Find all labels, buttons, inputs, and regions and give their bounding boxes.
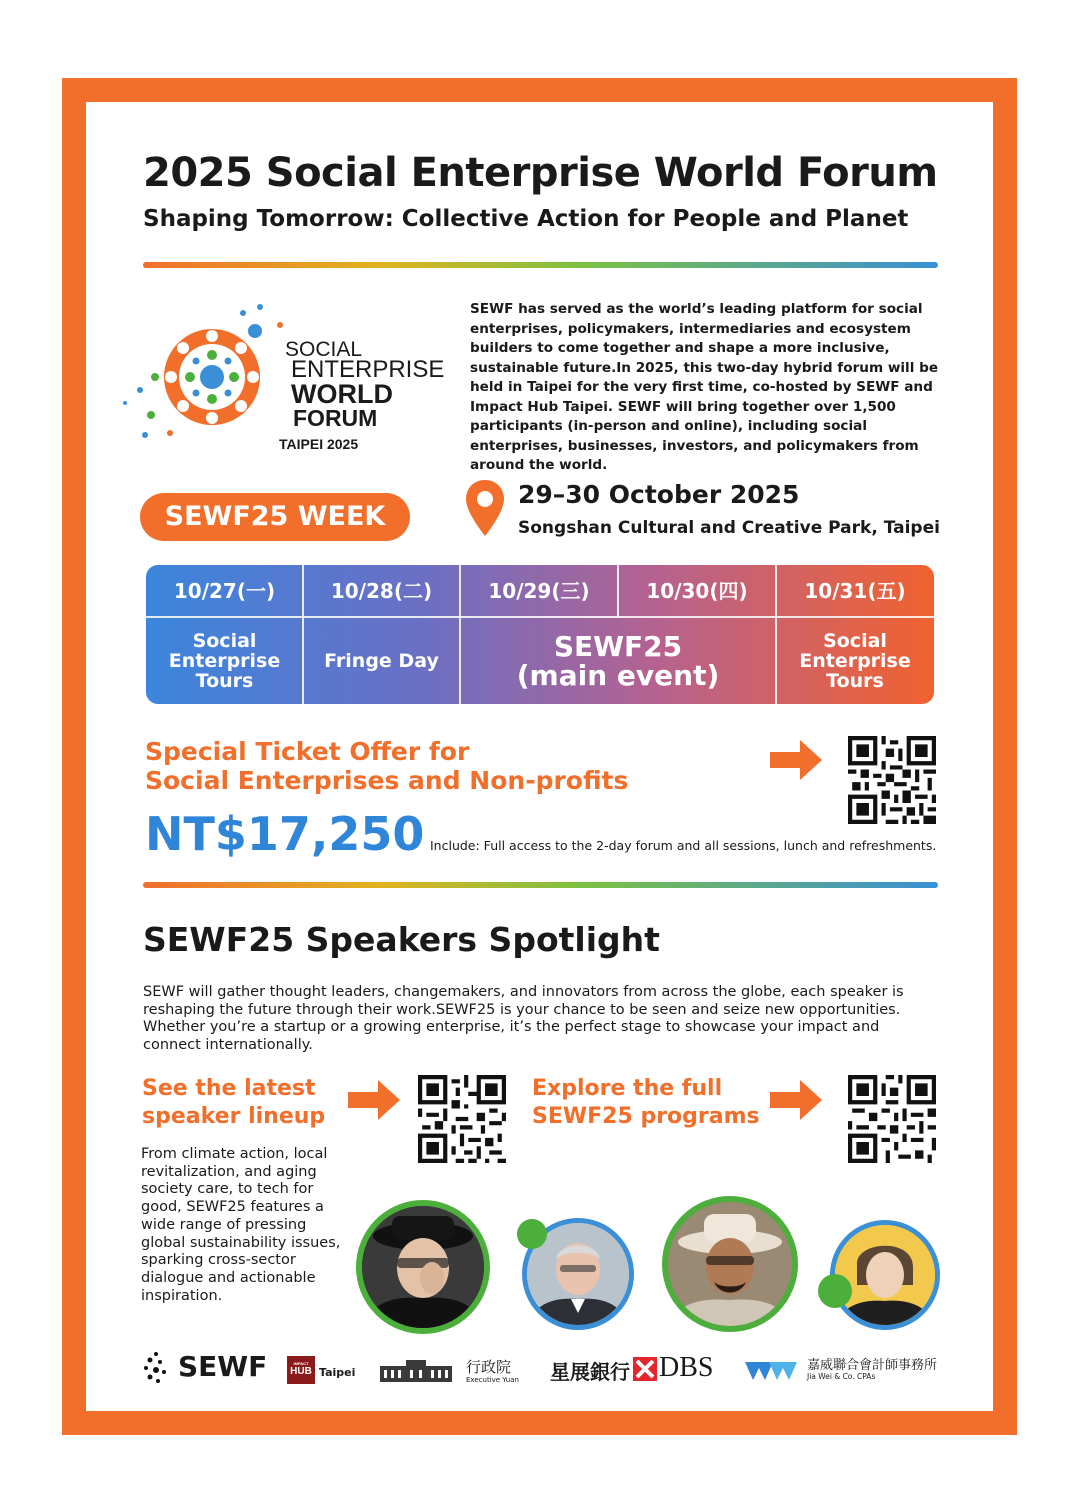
impact-hub-badge [287, 1356, 315, 1384]
side-description: From climate action, local revitalization, and aging society care, to tech for good, SEWF25 features a wide range of pressing global sustainability issues, sparking cross-sector dialogue and actionable inspiration. [141, 1146, 341, 1304]
page-title: 2025 Social Enterprise World Forum [143, 150, 938, 196]
schedule-event-main: SEWF25 (main event) [516, 629, 720, 692]
ticket-price: NT$17,250 [145, 807, 425, 861]
sponsor-sewf-text: SEWF [178, 1350, 268, 1383]
speaker-photo [662, 1196, 798, 1332]
cta-line: See the latest [142, 1076, 316, 1101]
location-pin-icon [464, 478, 506, 538]
arrow-right-icon [770, 740, 822, 780]
impact-hub-badge-top: IMPACT [293, 1361, 309, 1366]
jia-wei-en: Jia Wei & Co. CPAs [807, 1372, 876, 1381]
arrow-right-icon [770, 1080, 822, 1120]
building-icon [380, 1360, 452, 1382]
cta-line: speaker lineup [142, 1104, 326, 1129]
sewf25-week-badge: SEWF25 WEEK [140, 493, 410, 541]
impact-hub-city: Taipei [319, 1366, 356, 1379]
speaker-avatar [668, 1202, 792, 1326]
jia-wei-logo-icon [745, 1356, 801, 1382]
event-venue: Songshan Cultural and Creative Park, Taipei [518, 518, 940, 538]
speakers-title: SEWF25 Speakers Spotlight [143, 920, 660, 959]
logo-line-world: WORLD [291, 379, 393, 409]
logo-line-social: SOCIAL [285, 338, 363, 361]
decor-dot [818, 1274, 852, 1308]
schedule-event: Social Enterprise Tours [168, 629, 281, 692]
programs-cta[interactable] [532, 1075, 760, 1131]
speakers-description: SEWF will gather thought leaders, changemakers, and innovators from across the globe, each speaker is reshaping the future through their work.SEWF25 is your chance to be seen and seize new opportunities. Whether you’re a startup or a growing enterprise, it’s the perfect stage to showcase your impact and connect internationally. [143, 984, 904, 1053]
decor-dot [517, 1219, 547, 1249]
speaker-lineup-cta[interactable] [142, 1075, 325, 1131]
page-subtitle: Shaping Tomorrow: Collective Action for People and Planet [143, 206, 909, 232]
speaker-photo [830, 1220, 940, 1330]
speaker-avatar [362, 1206, 484, 1328]
dbs-cn: 星展銀行 [550, 1360, 630, 1384]
cta-line: SEWF25 programs [532, 1104, 760, 1129]
qr-code-icon[interactable] [848, 736, 936, 824]
ticket-include-note: Include: Full access to the 2-day forum and all sessions, lunch and refreshments. [430, 838, 937, 853]
sewf-wheel-icon [115, 295, 290, 460]
intro-paragraph: SEWF has served as the world’s leading platform for social enterprises, policymakers, intermediaries and ecosystem builders to come together and shape a more inclusive, sustainable future.In 2025, this two-day hybrid forum will be held in Taipei for the very first time, co-hosted by SEWF and Impact Hub Taipei. SEWF will bring together over 1,500 participants (in-person and online), including social enterprises, businesses, investors, and policymakers from around the world. [470, 301, 939, 473]
speaker-avatar [835, 1225, 935, 1325]
logo-line-enterprise: ENTERPRISE [291, 356, 445, 383]
qr-code-icon[interactable] [848, 1075, 936, 1163]
cta-line: Explore the full [532, 1076, 723, 1101]
schedule-day: 10/29(三) [488, 579, 590, 603]
speaker-photo [356, 1200, 490, 1334]
ticket-offer-heading [145, 737, 628, 795]
event-dates: 29–30 October 2025 [518, 480, 800, 509]
schedule-divider [617, 565, 619, 617]
dbs-star-icon [633, 1357, 657, 1381]
offer-line: Special Ticket Offer for [145, 737, 470, 766]
sewf-logo [115, 295, 445, 460]
dbs-en: DBS [659, 1352, 714, 1383]
impact-hub-badge-text: HUB [290, 1366, 312, 1377]
schedule-event: Social Enterprise Tours [799, 629, 911, 692]
schedule-day: 10/28(二) [330, 579, 433, 603]
sewf-dots-icon [142, 1350, 170, 1386]
gradient-divider [143, 262, 938, 268]
arrow-right-icon [348, 1080, 400, 1120]
offer-line: Social Enterprises and Non-profits [145, 766, 629, 795]
schedule-event: Fringe Day [324, 649, 439, 672]
jia-wei-cn: 嘉威聯合會計師事務所 [807, 1358, 938, 1373]
logo-line-forum: FORUM [293, 405, 378, 431]
schedule-table [146, 565, 934, 704]
logo-line-taipei: TAIPEI 2025 [279, 436, 359, 452]
exec-yuan-cn: 行政院 [466, 1358, 512, 1376]
qr-code-icon[interactable] [418, 1075, 506, 1163]
schedule-day: 10/31(五) [804, 579, 906, 603]
schedule-day: 10/27(一) [173, 579, 276, 603]
gradient-divider [143, 882, 938, 888]
schedule-day: 10/30(四) [646, 579, 748, 603]
exec-yuan-en: Executive Yuan [466, 1376, 519, 1384]
